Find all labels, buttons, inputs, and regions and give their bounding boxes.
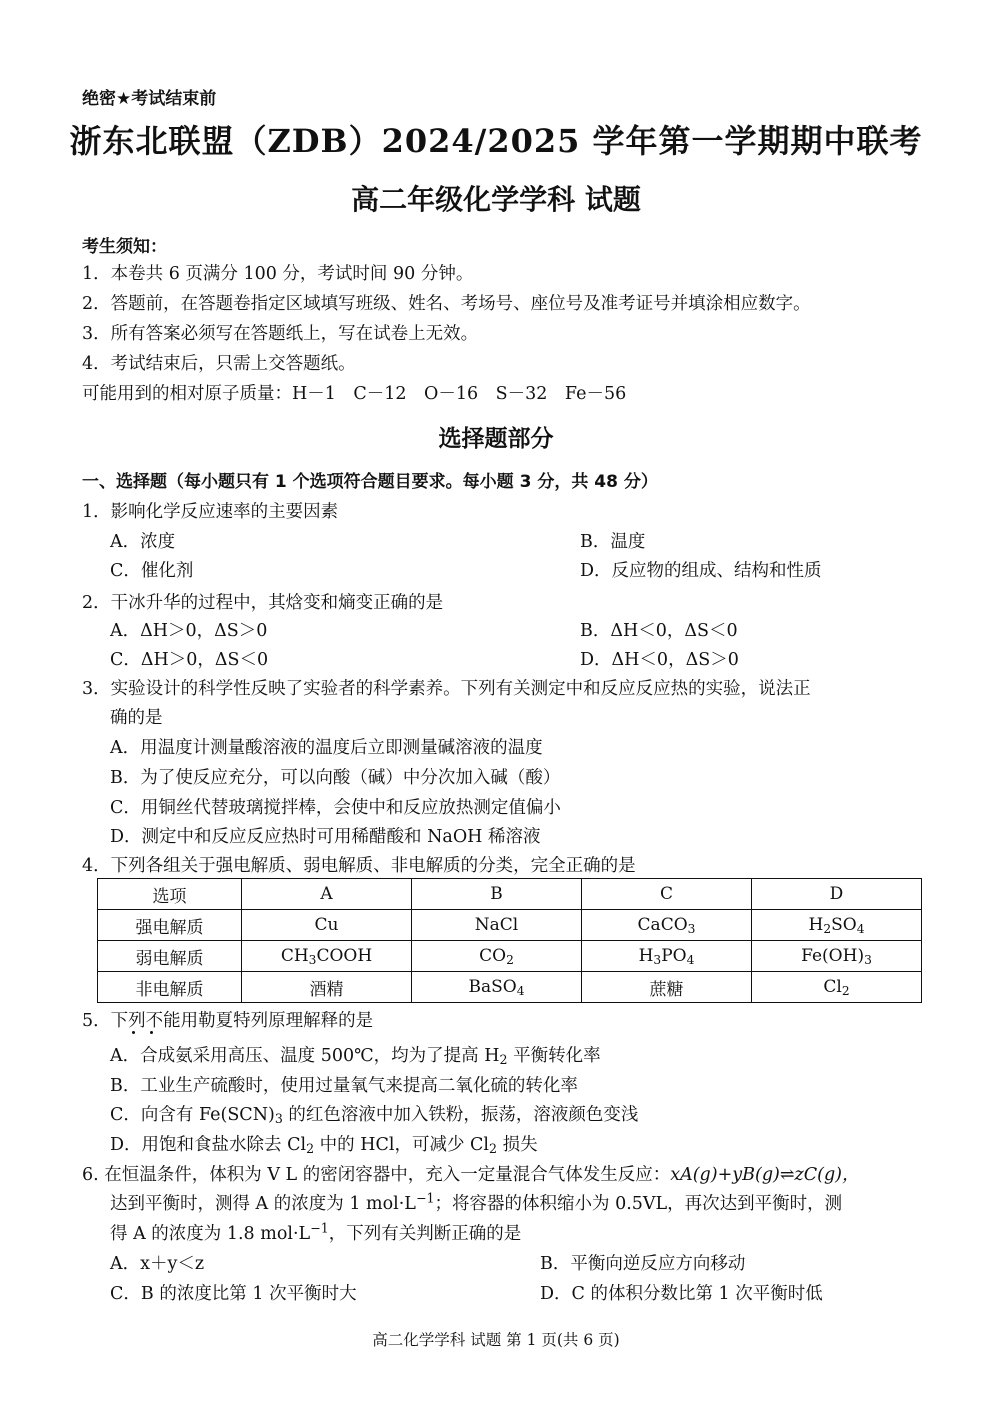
exam-title: 浙东北联盟（ZDB）2024/2025 学年第一学期期中联考 [69,122,923,160]
formula-subscript: 3 [308,953,317,968]
table-cell [752,910,922,941]
table-cell [582,941,752,972]
q1-option-d: D．反应物的组成、结构和性质 [580,561,822,581]
q6-option-c: C．B 的浓度比第 1 次平衡时大 [110,1284,357,1304]
formula-subscript: 4 [516,984,525,999]
question-3-stem: 3．实验设计的科学性反映了实验者的科学素养。下列有关测定中和反应反应热的实验，说法正 [82,679,811,699]
q2-option-c: C．ΔH＞0，ΔS＜0 [110,650,269,670]
table-cell [412,972,582,1003]
q3-option-b: B．为了使反应充分，可以向酸（碱）中分次加入碱（酸） [110,768,561,788]
unit-superscript: −1 [415,1190,435,1206]
formula-part: BaSO [468,977,517,997]
q6-option-a: A．x＋y＜z [110,1254,205,1274]
formula-part: H [638,946,654,966]
formula-part: CaCO [637,915,688,935]
q3-option-d: D．测定中和反应反应热时可用稀醋酸和 NaOH 稀溶液 [110,827,541,847]
text-part: 损失 [497,1135,538,1155]
table-header-cell: D [752,879,922,910]
notice-item: 3．所有答案必须写在答题纸上，写在试卷上无效。 [82,324,479,344]
q5-option-c [110,1101,638,1126]
row-label: 非电解质 [98,972,242,1003]
formula-subscript: 2 [823,922,832,937]
question-4-stem: 4．下列各组关于强电解质、弱电解质、非电解质的分类，完全正确的是 [82,856,636,876]
formula-part: SO [831,915,857,935]
table-cell: 酒精 [242,972,412,1003]
page-footer: 高二化学学科 试题 第 1 页(共 6 页) [372,1331,620,1349]
table-cell: 蔗糖 [582,972,752,1003]
formula-subscript: 4 [856,922,865,937]
question-5-stem: 5．下列不能用勒夏特列原理解释的是 [82,1011,374,1031]
text-part: 6. 在恒温条件，体积为 V L 的密闭容器中，充入一定量混合气体发生反应： [82,1165,671,1185]
q5-option-d [110,1131,538,1156]
notice-item: 2．答题前，在答题卷指定区域填写班级、姓名、考场号、座位号及准考证号并填涂相应数字。 [82,294,811,314]
table-header-cell: A [242,879,412,910]
text-part: ；将容器的体积缩小为 0.5VL，再次达到平衡时，测 [434,1194,843,1214]
q2-option-b: B．ΔH＜0，ΔS＜0 [580,621,738,641]
table-row [98,972,922,1003]
confidential-label: 绝密★考试结束前 [82,89,217,109]
formula-subscript: 2 [499,1052,508,1068]
table-cell [412,941,582,972]
formula-subscript: 3 [687,922,696,937]
question-1-stem: 1．影响化学反应速率的主要因素 [82,502,339,522]
emphasis-dot [132,1031,135,1034]
row-label: 弱电解质 [98,941,242,972]
part-heading: 一、选择题（每小题只有 1 个选项符合题目要求。每小题 3 分，共 48 分） [82,472,658,492]
text-part: 得 A 的浓度为 1.8 mol·L [110,1224,311,1244]
table-cell: Cu [242,910,412,941]
unit-superscript: −1 [310,1220,329,1236]
text-part: D．用饱和食盐水除去 Cl [110,1135,307,1155]
electrolyte-table [97,878,922,1003]
table-header-row [98,879,922,910]
table-row [98,910,922,941]
table-cell: NaCl [412,910,582,941]
table-row [98,941,922,972]
formula-subscript: 2 [841,984,850,999]
notice-item: 1．本卷共 6 页满分 100 分，考试时间 90 分钟。 [82,264,474,284]
atomic-mass-note: 可能用到的相对原子质量：H－1 C－12 O－16 S－32 Fe－56 [82,384,627,404]
exam-subtitle: 高二年级化学学科 试题 [351,183,641,216]
text-part: ，下列有关判断正确的是 [328,1224,522,1244]
text-part: 平衡转化率 [507,1046,601,1066]
q5-option-a [110,1042,601,1067]
text-part: 的红色溶液中加入铁粉，振荡，溶液颜色变浅 [282,1105,639,1125]
text-part: 中的 HCl，可减少 Cl [314,1135,490,1155]
formula-subscript: 3 [864,953,872,968]
formula-part: Fe(OH) [801,946,865,966]
table-cell [752,941,922,972]
table-cell [752,972,922,1003]
q2-option-d: D．ΔH＜0，ΔS＞0 [580,650,739,670]
text-part: A．合成氨采用高压、温度 500℃，均为了提高 H [110,1046,500,1066]
question-2-stem: 2．干冰升华的过程中，其焓变和熵变正确的是 [82,593,444,613]
table-header-cell: B [412,879,582,910]
formula-subscript: 3 [653,953,662,968]
q1-option-b: B．温度 [580,532,646,552]
emphasis-dot [150,1031,153,1034]
formula-part: Cl [823,977,842,997]
formula-subscript: 3 [274,1111,283,1127]
table-header-cell: 选项 [98,879,242,910]
q3-option-a: A．用温度计测量酸溶液的温度后立即测量碱溶液的温度 [110,738,543,758]
q6-option-b: B．平衡向逆反应方向移动 [540,1254,746,1274]
q2-option-a: A．ΔH＞0，ΔS＞0 [110,621,268,641]
question-6-stem-cont [110,1220,521,1245]
question-6-stem [82,1161,859,1186]
formula-part: CO [479,946,507,966]
formula-subscript: 2 [506,953,514,968]
table-cell [582,910,752,941]
table-cell [242,941,412,972]
formula-part: CH [280,946,309,966]
row-label: 强电解质 [98,910,242,941]
formula-subscript: 4 [686,953,695,968]
formula-subscript: 2 [489,1141,498,1157]
text-part: 达到平衡时，测得 A 的浓度为 1 mol·L [110,1194,416,1214]
formula-subscript: 2 [306,1141,315,1157]
formula-part: PO [661,946,687,966]
table-header-cell: C [582,879,752,910]
text-part: C．向含有 Fe(SCN) [110,1105,275,1125]
formula-part: COOH [316,946,373,966]
q6-option-d: D．C 的体积分数比第 1 次平衡时低 [540,1284,823,1304]
question-3-stem-cont: 确的是 [110,708,163,728]
formula-part: H [808,915,824,935]
question-6-stem-cont [110,1190,842,1215]
notice-item: 4．考试结束后，只需上交答题纸。 [82,354,356,374]
q1-option-c: C．催化剂 [110,561,194,581]
section-title: 选择题部分 [438,425,554,452]
reaction-equation: xA(g)+yB(g)⇌zC(g)， [670,1165,860,1185]
q3-option-c: C．用铜丝代替玻璃搅拌棒，会使中和反应放热测定值偏小 [110,798,561,818]
notice-heading: 考生须知： [82,237,167,257]
q5-option-b: B．工业生产硫酸时，使用过量氧气来提高二氧化硫的转化率 [110,1076,578,1096]
q1-option-a: A．浓度 [110,532,176,552]
